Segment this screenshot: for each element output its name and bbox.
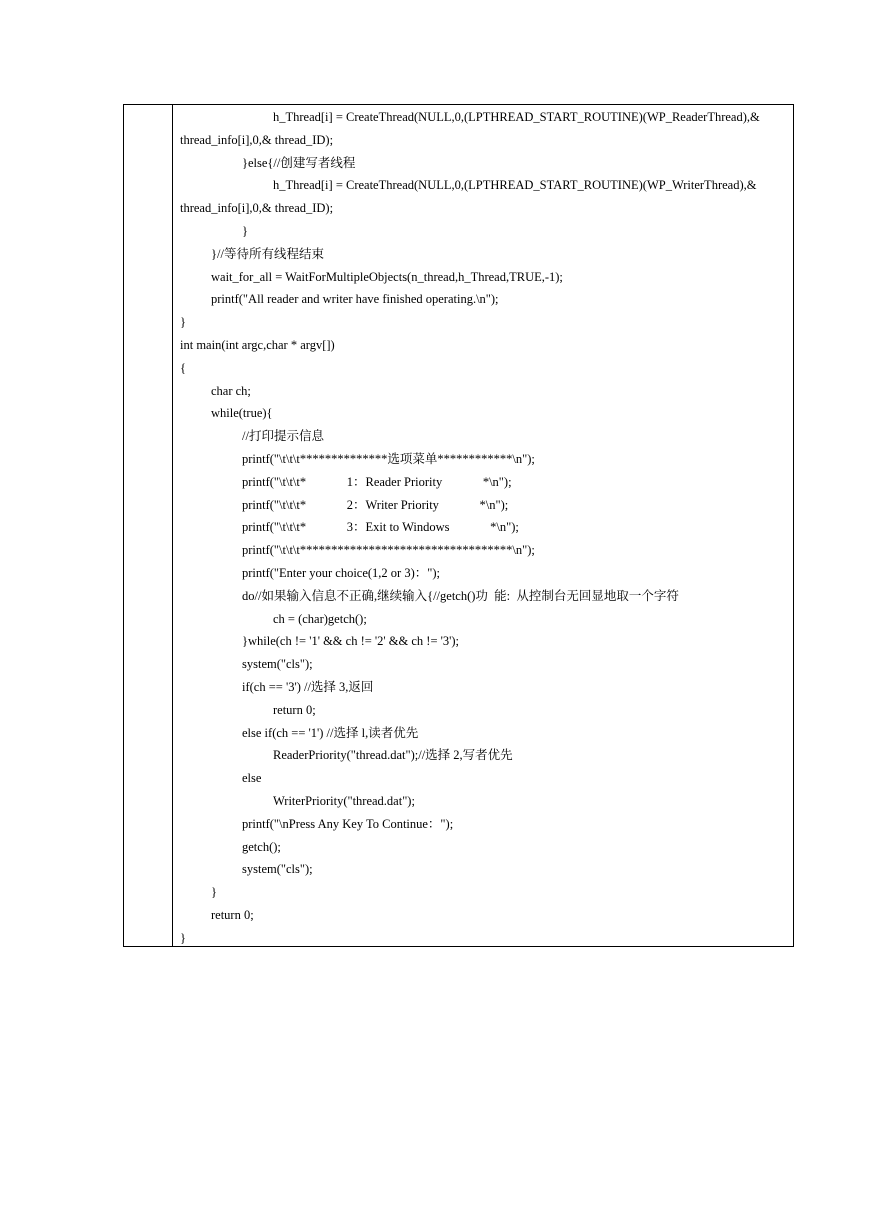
code-line: h_Thread[i] = CreateThread(NULL,0,(LPTHREAD_START_ROUTINE)(WP_WriterThread),& bbox=[273, 178, 757, 193]
code-line: getch(); bbox=[242, 839, 281, 854]
code-line: }while(ch != '1' && ch != '2' && ch != '3'); bbox=[242, 634, 460, 649]
code-line: WriterPriority("thread.dat"); bbox=[273, 793, 415, 808]
code-line: }//等待所有线程结束 bbox=[211, 246, 324, 261]
code-line: char ch; bbox=[211, 383, 251, 398]
code-line: thread_info[i],0,& thread_ID); bbox=[180, 132, 334, 147]
code-line: } bbox=[242, 223, 248, 238]
code-line: wait_for_all = WaitForMultipleObjects(n_thread,h_Thread,TRUE,-1); bbox=[211, 269, 563, 284]
left-column-cell bbox=[124, 105, 173, 946]
code-line: } bbox=[180, 930, 186, 945]
code-line: } bbox=[180, 315, 186, 330]
code-line: while(true){ bbox=[211, 406, 273, 421]
document-table bbox=[123, 104, 794, 947]
code-line: return 0; bbox=[273, 702, 316, 717]
code-line: return 0; bbox=[211, 907, 254, 922]
code-line: printf("\nPress Any Key To Continue："); bbox=[242, 816, 454, 831]
code-line: //打印提示信息 bbox=[242, 429, 324, 444]
code-line: printf("\t\t\t* 2：Writer Priority *\n"); bbox=[242, 497, 509, 512]
code-listing bbox=[180, 106, 789, 949]
code-line: else bbox=[242, 771, 262, 786]
code-line: } bbox=[211, 885, 217, 900]
code-line: do//如果输入信息不正确,继续输入{//getch()功 能: 从控制台无回显地取一个字符 bbox=[242, 588, 679, 603]
code-line: else if(ch == '1') //选择 l,读者优先 bbox=[242, 725, 419, 740]
code-line: }else{//创建写者线程 bbox=[242, 155, 356, 170]
code-line: ReaderPriority("thread.dat");//选择 2,写者优先 bbox=[273, 748, 513, 763]
code-line: int main(int argc,char * argv[]) bbox=[180, 337, 335, 352]
code-line: { bbox=[180, 360, 186, 375]
code-line: printf("\t\t\t**************选项菜单************\n"); bbox=[242, 451, 535, 466]
code-line: system("cls"); bbox=[242, 862, 313, 877]
code-line: thread_info[i],0,& thread_ID); bbox=[180, 201, 334, 216]
code-line: h_Thread[i] = CreateThread(NULL,0,(LPTHREAD_START_ROUTINE)(WP_ReaderThread),& bbox=[273, 110, 760, 124]
code-line: printf("\t\t\t* 3：Exit to Windows *\n"); bbox=[242, 520, 519, 535]
code-line: printf("All reader and writer have finished operating.\n"); bbox=[211, 292, 499, 307]
code-line: if(ch == '3') //选择 3,返回 bbox=[242, 679, 374, 694]
code-line: printf("\t\t\t**********************************\n"); bbox=[242, 543, 535, 558]
code-line: ch = (char)getch(); bbox=[273, 611, 367, 626]
code-line: printf("Enter your choice(1,2 or 3)："); bbox=[242, 565, 440, 580]
code-line: system("cls"); bbox=[242, 657, 313, 672]
code-line: printf("\t\t\t* 1：Reader Priority *\n"); bbox=[242, 474, 512, 489]
